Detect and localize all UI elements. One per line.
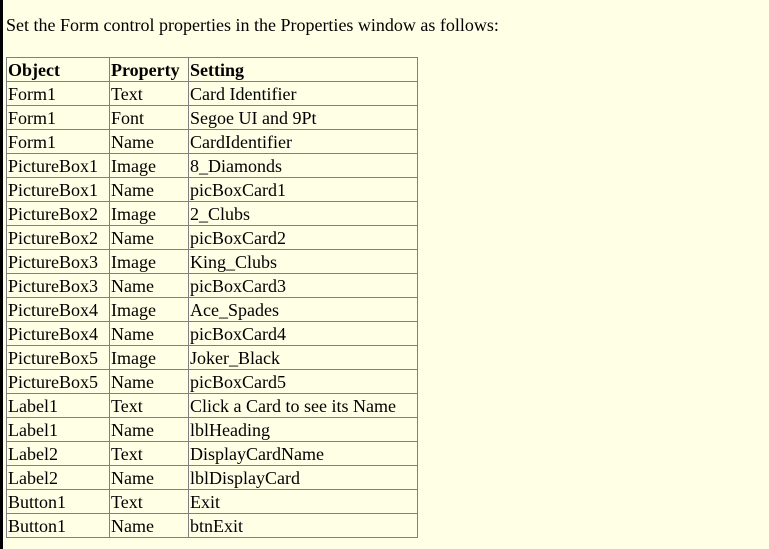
- table-row: [7, 82, 418, 106]
- setting-cell: DisplayCardName: [189, 442, 418, 466]
- object-cell: Label2: [7, 466, 110, 490]
- property-cell: Name: [110, 130, 189, 154]
- object-cell: Button1: [7, 490, 110, 514]
- object-cell: Button1: [7, 514, 110, 538]
- setting-cell: Segoe UI and 9Pt: [189, 106, 418, 130]
- table-row: [7, 466, 418, 490]
- property-cell: Image: [110, 346, 189, 370]
- setting-cell: picBoxCard4: [189, 322, 418, 346]
- table-row: [7, 130, 418, 154]
- table-row: [7, 154, 418, 178]
- setting-cell: 2_Clubs: [189, 202, 418, 226]
- table-body: [7, 82, 418, 538]
- table-row: [7, 202, 418, 226]
- setting-cell: 8_Diamonds: [189, 154, 418, 178]
- property-cell: Image: [110, 298, 189, 322]
- setting-cell: picBoxCard5: [189, 370, 418, 394]
- property-cell: Name: [110, 514, 189, 538]
- table-row: [7, 226, 418, 250]
- table-row: [7, 298, 418, 322]
- table-row: [7, 322, 418, 346]
- setting-cell: btnExit: [189, 514, 418, 538]
- object-cell: Form1: [7, 130, 110, 154]
- property-cell: Name: [110, 226, 189, 250]
- object-cell: PictureBox4: [7, 298, 110, 322]
- setting-cell: Exit: [189, 490, 418, 514]
- setting-cell: picBoxCard2: [189, 226, 418, 250]
- properties-table: [6, 57, 418, 538]
- header-setting: Setting: [189, 58, 418, 82]
- property-cell: Text: [110, 394, 189, 418]
- property-cell: Name: [110, 274, 189, 298]
- setting-cell: Click a Card to see its Name: [189, 394, 418, 418]
- object-cell: PictureBox3: [7, 274, 110, 298]
- setting-cell: lblDisplayCard: [189, 466, 418, 490]
- table-row: [7, 346, 418, 370]
- object-cell: PictureBox1: [7, 178, 110, 202]
- setting-cell: lblHeading: [189, 418, 418, 442]
- setting-cell: CardIdentifier: [189, 130, 418, 154]
- property-cell: Name: [110, 178, 189, 202]
- setting-cell: Ace_Spades: [189, 298, 418, 322]
- setting-cell: Card Identifier: [189, 82, 418, 106]
- table-row: [7, 274, 418, 298]
- table-row: [7, 178, 418, 202]
- property-cell: Text: [110, 490, 189, 514]
- object-cell: Label1: [7, 394, 110, 418]
- object-cell: PictureBox3: [7, 250, 110, 274]
- property-cell: Text: [110, 442, 189, 466]
- table-row: [7, 442, 418, 466]
- intro-text: Set the Form control properties in the Properties window as follows:: [6, 15, 499, 35]
- property-cell: Name: [110, 322, 189, 346]
- object-cell: Form1: [7, 82, 110, 106]
- property-cell: Image: [110, 250, 189, 274]
- table-row: [7, 514, 418, 538]
- table-row: [7, 490, 418, 514]
- table-row: [7, 250, 418, 274]
- header-property: Property: [110, 58, 189, 82]
- property-cell: Image: [110, 202, 189, 226]
- property-cell: Text: [110, 82, 189, 106]
- header-object: Object: [7, 58, 110, 82]
- left-border-bar: [0, 0, 3, 549]
- setting-cell: King_Clubs: [189, 250, 418, 274]
- object-cell: PictureBox1: [7, 154, 110, 178]
- table-header-row: [7, 58, 418, 82]
- object-cell: Form1: [7, 106, 110, 130]
- setting-cell: picBoxCard3: [189, 274, 418, 298]
- setting-cell: Joker_Black: [189, 346, 418, 370]
- property-cell: Font: [110, 106, 189, 130]
- property-cell: Name: [110, 370, 189, 394]
- object-cell: PictureBox4: [7, 322, 110, 346]
- property-cell: Name: [110, 418, 189, 442]
- object-cell: Label1: [7, 418, 110, 442]
- object-cell: PictureBox2: [7, 226, 110, 250]
- object-cell: PictureBox2: [7, 202, 110, 226]
- table-row: [7, 418, 418, 442]
- object-cell: PictureBox5: [7, 370, 110, 394]
- object-cell: PictureBox5: [7, 346, 110, 370]
- table-row: [7, 394, 418, 418]
- property-cell: Image: [110, 154, 189, 178]
- property-cell: Name: [110, 466, 189, 490]
- setting-cell: picBoxCard1: [189, 178, 418, 202]
- table-row: [7, 370, 418, 394]
- table-row: [7, 106, 418, 130]
- object-cell: Label2: [7, 442, 110, 466]
